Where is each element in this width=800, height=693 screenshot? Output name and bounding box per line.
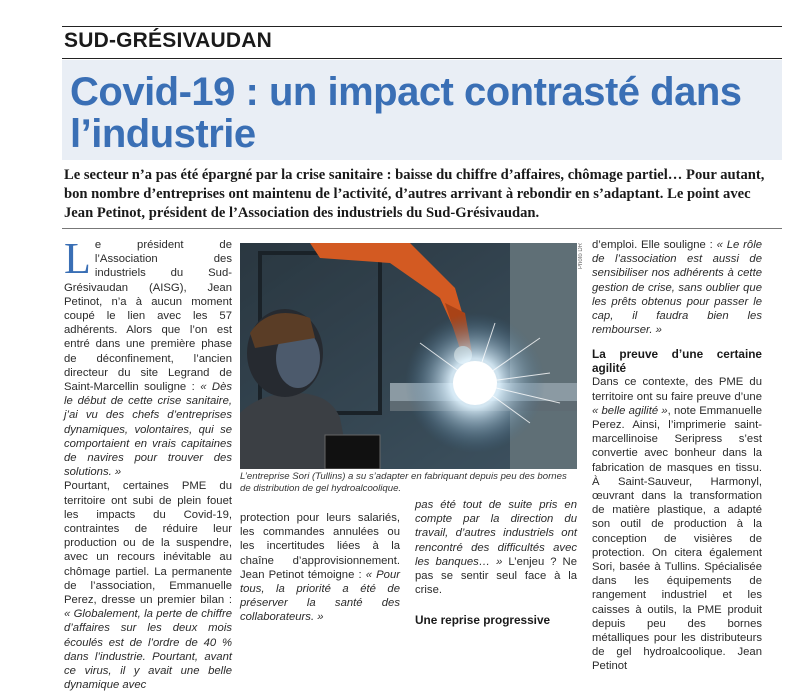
top-rule bbox=[62, 26, 782, 27]
article-column-2 bbox=[240, 511, 400, 625]
section-rule bbox=[62, 58, 782, 59]
article-column-4 bbox=[592, 238, 762, 674]
subheading: Une reprise progressive bbox=[415, 613, 551, 628]
section-title: SUD-GRÉSIVAUDAN bbox=[64, 29, 272, 52]
subheading: La preuve d’une certaine agilité bbox=[592, 347, 762, 376]
article-headline: Covid-19 : un impact contrasté dans l’industrie bbox=[70, 70, 742, 156]
paragraph-text: , note Emmanuelle Perez. Ainsi, l’imprimerie saint-marcellinoise Seripress s’est convertie avec bonheur dans la fabrication de masques en tissu. À Saint-Sauveur, Harmonyl, œuvrant dans la transformation de matière plastique, a adapté son outil de production à la conception de visières de protection. On citera également Sori, basée à Tullins. Spécialisée dans les équipements de rangement industriel et les caisses à outils, la PME produit depuis peu des bornes métalliques pour les distributeurs de gel hydroalcoolique. Jean Petinot bbox=[592, 404, 762, 673]
paragraph-text: Dans ce contexte, des PME du territoire ont su faire preuve d’une bbox=[592, 376, 762, 403]
article-photo bbox=[240, 243, 577, 469]
drop-cap: L bbox=[64, 234, 91, 283]
quote-text: « Le rôle de l’association est aussi de sensibiliser nos adhérents à cette gestion de crise, sans oublier que les prêts obtenus pour passer le cap, il faudra bien les rembourser. » bbox=[592, 239, 762, 337]
photo-credit: Photo DR bbox=[578, 243, 584, 270]
article-lead: Le secteur n’a pas été épargné par la crise sanitaire : baisse du chiffre d’affaires, chômage partiel… Pour autant, bon nombre d’entreprises ont maintenu de l’activité, d’autres arrivant à rebondir en s’adaptant. Le point avec Jean Petinot, président de l’Association des industriels du Sud-Grésivaudan. bbox=[64, 167, 765, 221]
photo-caption: L’entreprise Sori (Tullins) a su s’adapter en fabriquant depuis peu des bornes de distribution de gel hydroalcoolique. bbox=[240, 471, 567, 494]
quote-text: « Dès le début de cette crise sanitaire, j’ai vu des chefs d’entreprises dynamiques, volontaires, qui se comportaient en vrais capitaines de navires pour trouver des solutions. » bbox=[64, 381, 232, 479]
quote-text: pas été tout de suite pris en compte par la direction du travail, d’autres industriels ont rencontré des difficultés avec les banques… » bbox=[415, 499, 577, 568]
paragraph-text: protection pour leurs salariés, les commandes annulées ou les incertitudes liées à la chaîne d’approvisionnement. Jean Petinot témoigne : bbox=[240, 512, 400, 581]
paragraph-text: L’enjeu ? Ne pas se sentir seul face à la crise. bbox=[415, 555, 577, 597]
quote-text: « Pour tous, la priorité a été de préserver la santé des collaborateurs. » bbox=[240, 568, 400, 624]
lead-rule bbox=[62, 228, 782, 229]
article-column-3 bbox=[415, 498, 577, 627]
article-column-1 bbox=[64, 234, 232, 693]
quote-text: « Globalement, la perte de chiffre d’affaires sur les deux mois écoulés est de l’ordre de 40 % dans l’industrie. Pourtant, avant ce virus, il y avait une belle dynamique avec bbox=[64, 608, 232, 692]
welding-photo-illustration bbox=[240, 243, 577, 469]
paragraph-text: e président de l’Association des industriels du Sud-Grésivaudan (AISG), Jean Petinot, n’a à aucun moment coupé le lien avec les 57 adhérents. Alors que l’on est entré dans une première phase de déconfinement, l’ancien directeur du site Legrand de Saint-Marcellin souligne : bbox=[64, 239, 232, 394]
paragraph-text: Pourtant, certaines PME du territoire ont subi de plein fouet les impacts du Covid-19, contraintes de réduire leur production ou de la suspendre, avec un recours inévitable au chômage partiel. La permanente de l’association, Emmanuelle Perez, dresse un premier bilan : bbox=[64, 480, 232, 607]
quote-text: « belle agilité » bbox=[592, 404, 668, 417]
paragraph-text: d’emploi. Elle souligne : bbox=[592, 239, 717, 251]
